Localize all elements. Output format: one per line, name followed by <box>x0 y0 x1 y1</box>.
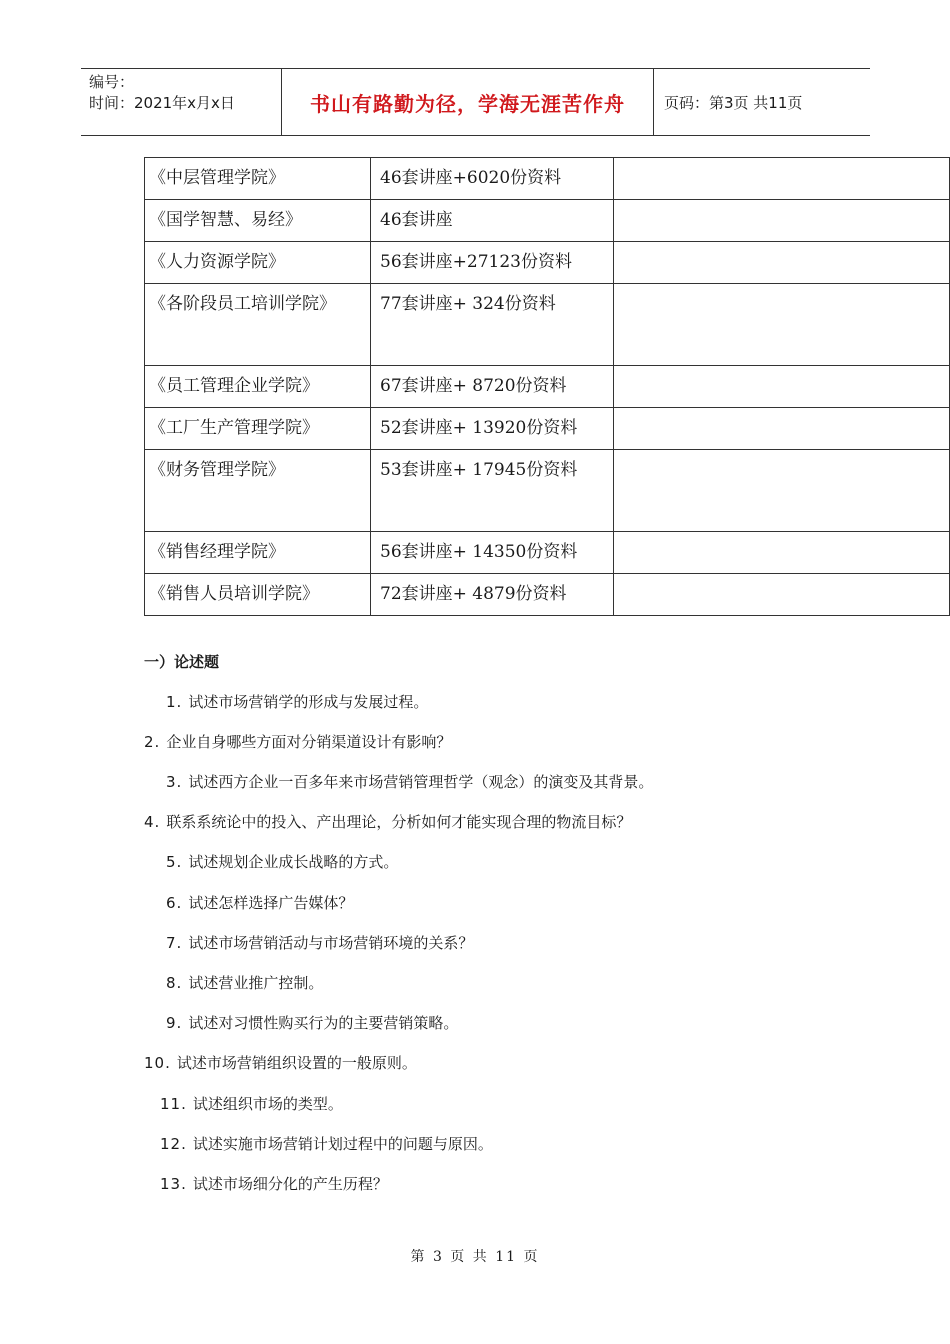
question-item <box>144 1052 417 1073</box>
table-row <box>145 200 950 242</box>
question-text: 试述规划企业成长战略的方式。 <box>188 853 399 871</box>
resource-table-body <box>145 158 950 616</box>
header-page-info: 页码：第3页 共11页 <box>664 93 803 112</box>
question-item <box>160 1173 388 1194</box>
resource-content: 46套讲座 <box>371 200 614 242</box>
question-text: 试述市场营销组织设置的一般原则。 <box>176 1054 417 1072</box>
document-time-label: 时间：2021年x月x日 <box>89 94 235 112</box>
resource-content: 72套讲座+ 4879份资料 <box>371 574 614 616</box>
question-number: 13. <box>160 1175 187 1193</box>
question-number: 9. <box>166 1014 183 1032</box>
question-text: 试述营业推广控制。 <box>188 974 324 992</box>
question-number: 10. <box>144 1054 171 1072</box>
resource-note <box>614 284 950 366</box>
document-header <box>81 68 870 136</box>
question-text: 企业自身哪些方面对分销渠道设计有影响？ <box>166 733 452 751</box>
resource-name: 《财务管理学院》 <box>145 450 371 532</box>
resource-content: 67套讲座+ 8720份资料 <box>371 366 614 408</box>
table-row <box>145 242 950 284</box>
question-item <box>166 932 473 953</box>
document-number-label: 编号： <box>89 73 135 91</box>
question-text: 试述实施市场营销计划过程中的问题与原因。 <box>192 1135 493 1153</box>
question-number: 6. <box>166 894 183 912</box>
resource-note <box>614 408 950 450</box>
resource-name: 《中层管理学院》 <box>145 158 371 200</box>
table-row <box>145 284 950 366</box>
resource-note <box>614 450 950 532</box>
table-row <box>145 366 950 408</box>
question-item <box>144 731 451 752</box>
question-text: 试述市场细分化的产生历程？ <box>192 1175 388 1193</box>
resource-name: 《员工管理企业学院》 <box>145 366 371 408</box>
question-text: 试述市场营销活动与市场营销环境的关系？ <box>188 934 474 952</box>
page-footer: 第 3 页 共 11 页 <box>410 1249 540 1265</box>
table-row <box>145 532 950 574</box>
question-number: 3. <box>166 773 183 791</box>
question-item <box>166 771 653 792</box>
table-row <box>145 574 950 616</box>
resource-name: 《人力资源学院》 <box>145 242 371 284</box>
resource-content: 77套讲座+ 324份资料 <box>371 284 614 366</box>
question-text: 试述西方企业一百多年来市场营销管理哲学（观念）的演变及其背景。 <box>188 773 654 791</box>
header-motto-cell <box>282 69 654 135</box>
question-number: 4. <box>144 813 161 831</box>
question-number: 1. <box>166 693 183 711</box>
question-item <box>160 1133 493 1154</box>
header-meta <box>81 69 282 135</box>
question-text: 试述市场营销学的形成与发展过程。 <box>188 693 429 711</box>
resource-name: 《工厂生产管理学院》 <box>145 408 371 450</box>
question-item <box>166 691 428 712</box>
resource-name: 《各阶段员工培训学院》 <box>145 284 371 366</box>
question-item <box>166 892 353 913</box>
resource-note <box>614 200 950 242</box>
question-number: 2. <box>144 733 161 751</box>
resource-name: 《国学智慧、易经》 <box>145 200 371 242</box>
resource-content: 56套讲座+ 14350份资料 <box>371 532 614 574</box>
question-item <box>166 972 323 993</box>
question-item <box>166 851 398 872</box>
question-text: 试述组织市场的类型。 <box>192 1095 343 1113</box>
resource-table <box>144 157 950 616</box>
table-row <box>145 408 950 450</box>
question-text: 试述怎样选择广告媒体？ <box>188 894 354 912</box>
header-motto: 书山有路勤为径，学海无涯苦作舟 <box>310 91 625 116</box>
resource-name: 《销售人员培训学院》 <box>145 574 371 616</box>
resource-note <box>614 158 950 200</box>
resource-note <box>614 532 950 574</box>
resource-content: 52套讲座+ 13920份资料 <box>371 408 614 450</box>
resource-note <box>614 366 950 408</box>
question-item <box>144 811 631 832</box>
resource-content: 53套讲座+ 17945份资料 <box>371 450 614 532</box>
table-row <box>145 450 950 532</box>
question-number: 12. <box>160 1135 187 1153</box>
question-number: 7. <box>166 934 183 952</box>
resource-note <box>614 574 950 616</box>
question-item <box>166 1012 458 1033</box>
question-number: 8. <box>166 974 183 992</box>
resource-content: 46套讲座+6020份资料 <box>371 158 614 200</box>
question-number: 5. <box>166 853 183 871</box>
question-item <box>160 1093 343 1114</box>
question-text: 联系系统论中的投入、产出理论，分析如何才能实现合理的物流目标？ <box>166 813 632 831</box>
resource-content: 56套讲座+27123份资料 <box>371 242 614 284</box>
question-number: 11. <box>160 1095 187 1113</box>
section-title: 一）论述题 <box>144 653 220 671</box>
resource-note <box>614 242 950 284</box>
question-text: 试述对习惯性购买行为的主要营销策略。 <box>188 1014 459 1032</box>
table-row <box>145 158 950 200</box>
resource-name: 《销售经理学院》 <box>145 532 371 574</box>
